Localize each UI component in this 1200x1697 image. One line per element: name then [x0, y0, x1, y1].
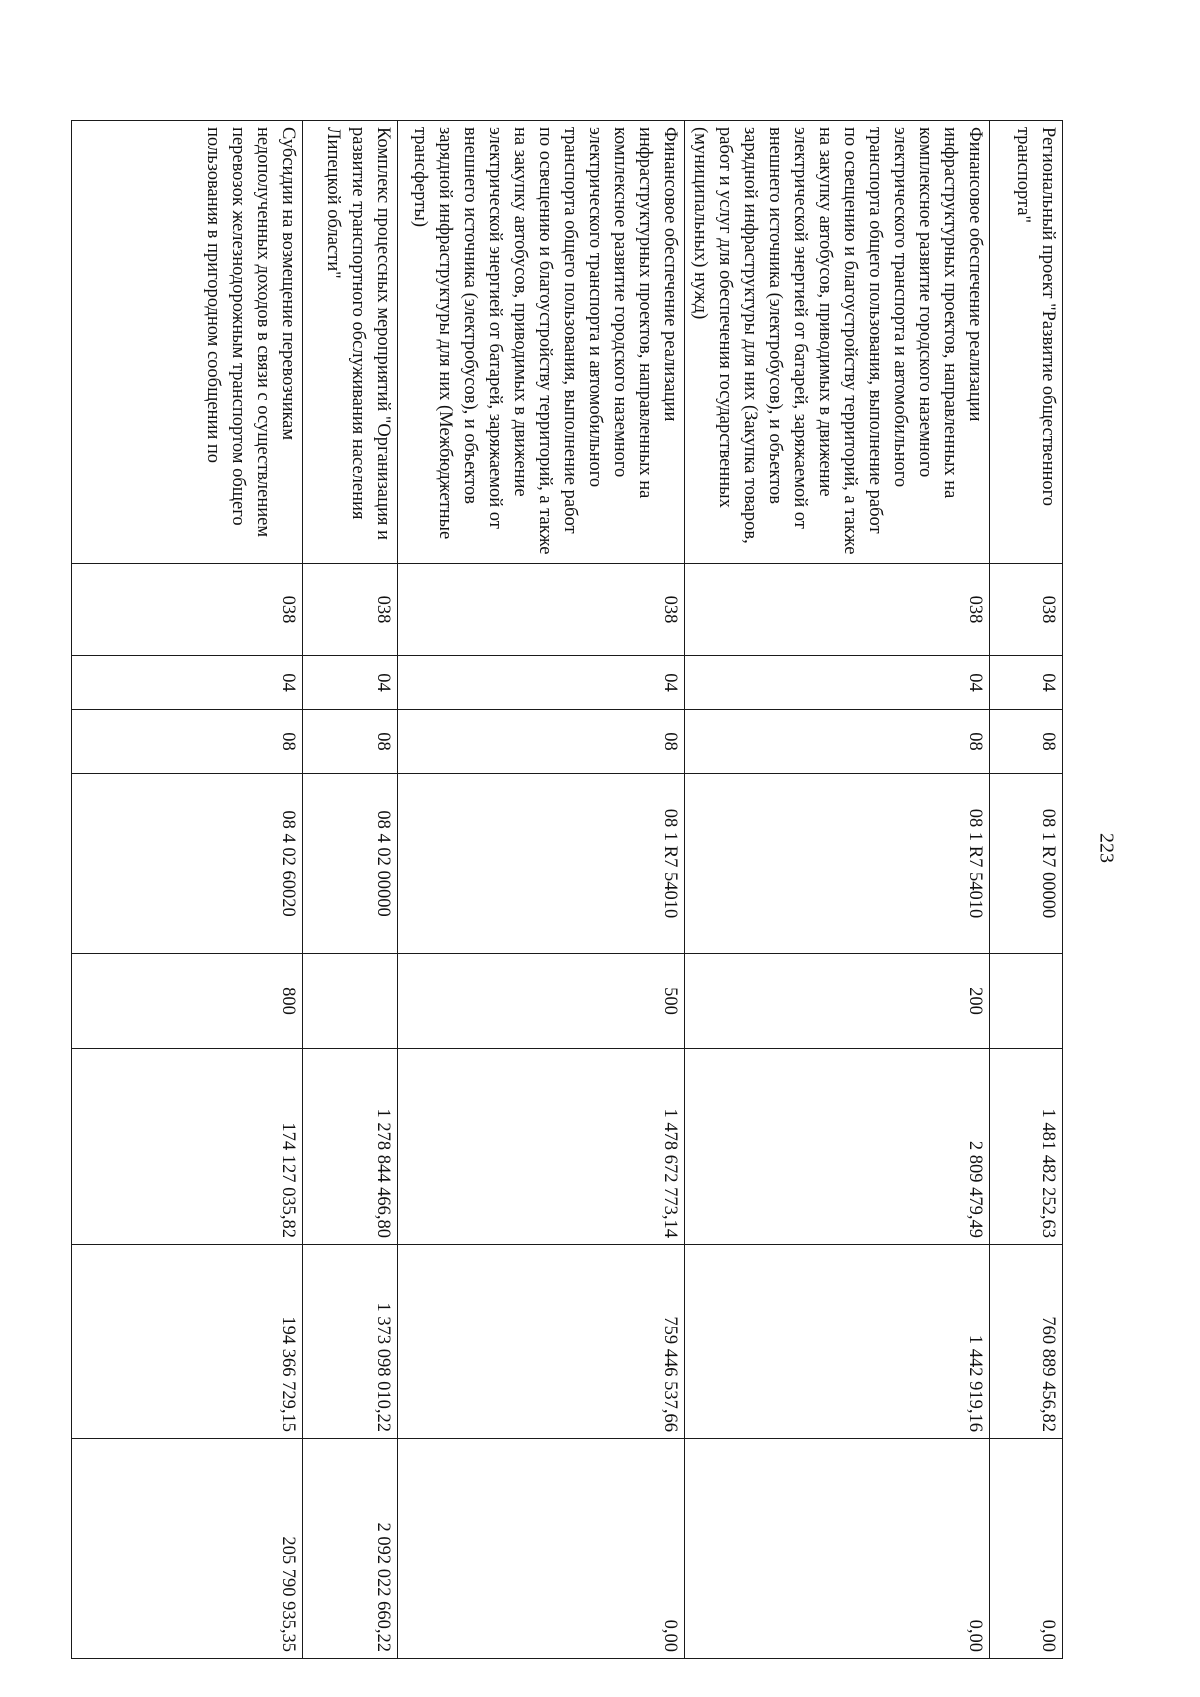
amount-year-3: 205 790 935,35: [72, 1439, 303, 1659]
amount-year-3: 0,00: [990, 1439, 1063, 1659]
amount-year-3: 0,00: [685, 1439, 990, 1659]
amount-year-3: 2 092 022 660,22: [303, 1439, 398, 1659]
admin-code: 038: [303, 564, 398, 656]
section-code: 04: [685, 656, 990, 710]
admin-code: 038: [990, 564, 1063, 656]
subsection-code: 08: [398, 710, 685, 774]
row-name: Субсидии на возмещение перевозчикам недополученных доходов в связи с осуществлением перевозок железнодорожным транспортом общего пользования в пригородном сообщении по: [72, 121, 303, 564]
admin-code: 038: [72, 564, 303, 656]
row-name: Финансовое обеспечение реализации инфраструктурных проектов, направленных на комплексное развитие городского наземного электрического транспорта и автомобильного транспорта общего пользования, выполнение работ по освещению и благоустройству территорий, а также на закупку автобусов, приводимых в движение электрической энергией от батарей, заряжаемой от внешнего источника (электробусов), и объектов зарядной инфраструктуры для них (Межбюджетные трансферты): [398, 121, 685, 564]
amount-year-1: 174 127 035,82: [72, 1049, 303, 1245]
subsection-code: 08: [685, 710, 990, 774]
target-article-code: 08 4 02 00000: [303, 774, 398, 954]
target-article-code: 08 4 02 60020: [72, 774, 303, 954]
amount-year-3: 0,00: [398, 1439, 685, 1659]
row-name: Комплекс процессных мероприятий "Организация и развитие транспортного обслуживания населения Липецкой области": [303, 121, 398, 564]
page-number: 223: [1095, 833, 1118, 863]
amount-year-2: 760 889 456,82: [990, 1245, 1063, 1439]
amount-year-1: 1 481 482 252,63: [990, 1049, 1063, 1245]
subsection-code: 08: [303, 710, 398, 774]
amount-year-1: 1 478 672 773,14: [398, 1049, 685, 1245]
target-article-code: 08 1 R7 54010: [398, 774, 685, 954]
amount-year-2: 1 373 098 010,22: [303, 1245, 398, 1439]
table-row: [398, 121, 685, 1659]
subsection-code: 08: [72, 710, 303, 774]
admin-code: 038: [685, 564, 990, 656]
expense-type-code: [303, 954, 398, 1049]
budget-table: [71, 120, 1063, 1659]
amount-year-2: 194 366 729,15: [72, 1245, 303, 1439]
admin-code: 038: [398, 564, 685, 656]
expense-type-code: 500: [398, 954, 685, 1049]
amount-year-2: 1 442 919,16: [685, 1245, 990, 1439]
row-name: Региональный проект "Развитие общественного транспорта": [990, 121, 1063, 564]
table-row: [685, 121, 990, 1659]
section-code: 04: [398, 656, 685, 710]
subsection-code: 08: [990, 710, 1063, 774]
table-row: [303, 121, 398, 1659]
target-article-code: 08 1 R7 00000: [990, 774, 1063, 954]
target-article-code: 08 1 R7 54010: [685, 774, 990, 954]
section-code: 04: [303, 656, 398, 710]
expense-type-code: 200: [685, 954, 990, 1049]
amount-year-2: 759 446 537,66: [398, 1245, 685, 1439]
section-code: 04: [990, 656, 1063, 710]
budget-table-wrapper: [90, 120, 1063, 1658]
table-row: [72, 121, 303, 1659]
expense-type-code: 800: [72, 954, 303, 1049]
amount-year-1: 2 809 479,49: [685, 1049, 990, 1245]
section-code: 04: [72, 656, 303, 710]
table-row: [990, 121, 1063, 1659]
row-name: Финансовое обеспечение реализации инфраструктурных проектов, направленных на комплексное развитие городского наземного электрического транспорта и автомобильного транспорта общего пользования, выполнение работ по освещению и благоустройству территорий, а также на закупку автобусов, приводимых в движение электрической энергией от батарей, заряжаемой от внешнего источника (электробусов), и объектов зарядной инфраструктуры для них (Закупка товаров, работ и услуг для обеспечения государственных (муниципальных) нужд): [685, 121, 990, 564]
amount-year-1: 1 278 844 466,80: [303, 1049, 398, 1245]
expense-type-code: [990, 954, 1063, 1049]
